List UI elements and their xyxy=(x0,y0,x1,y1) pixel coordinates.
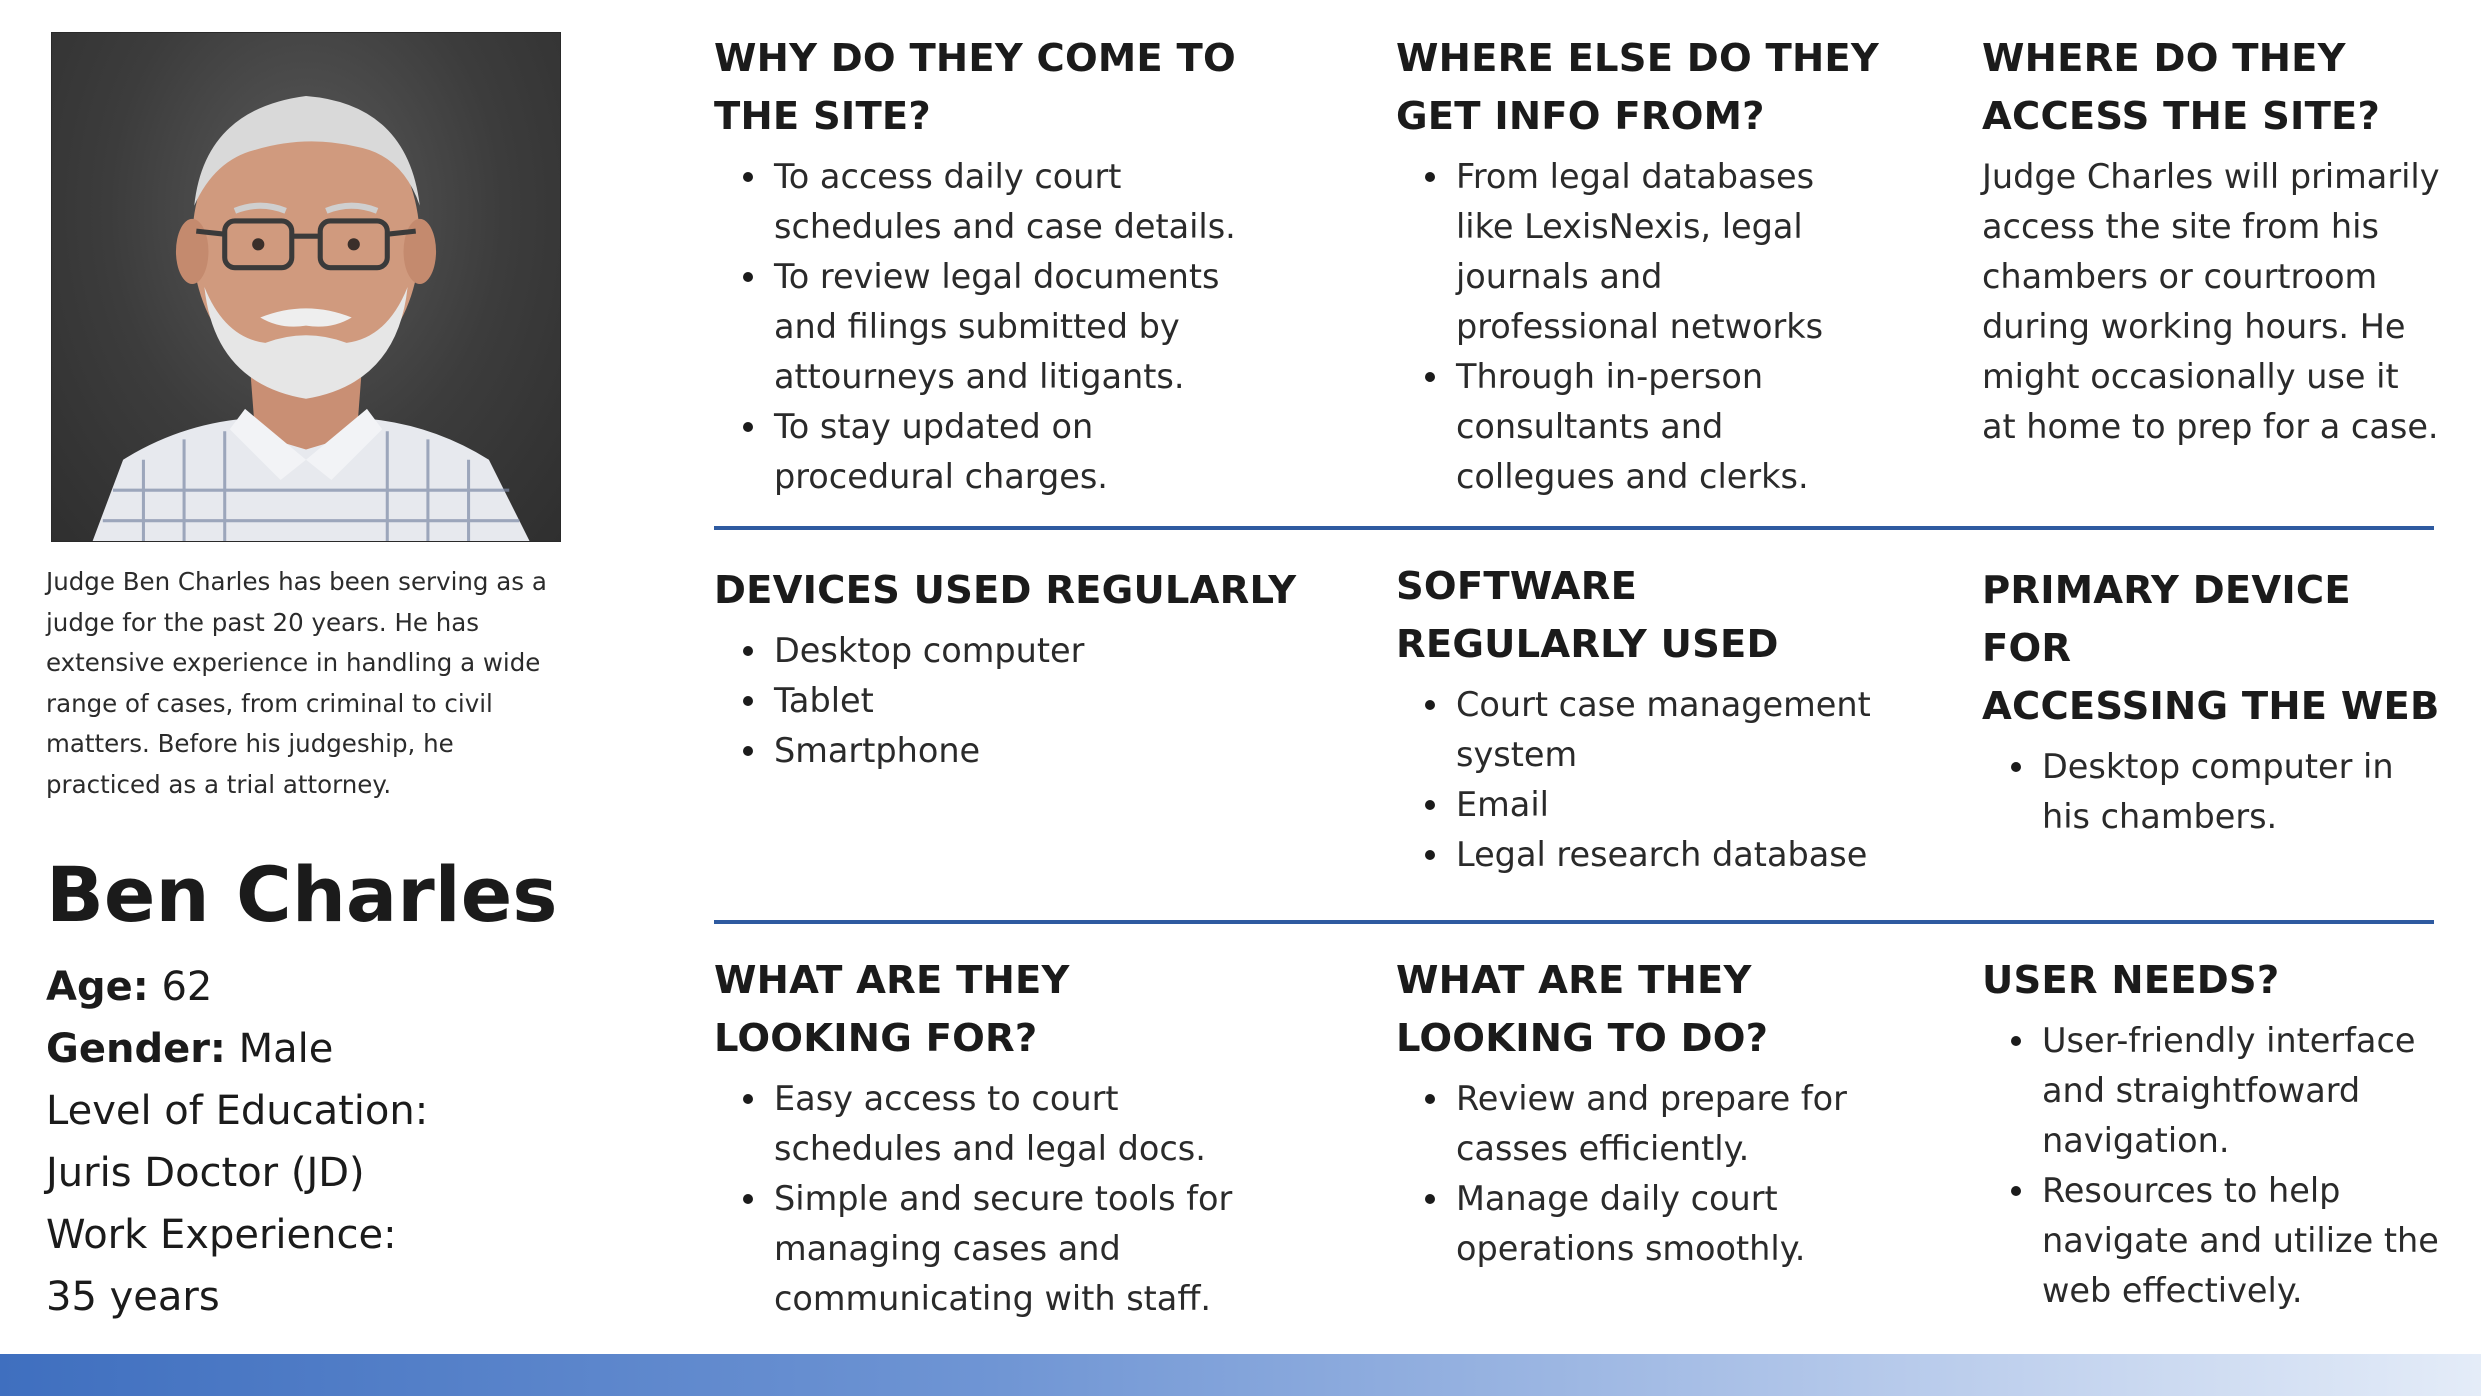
title-line: LOOKING FOR? xyxy=(714,1016,1038,1061)
section-title xyxy=(714,562,1354,620)
bullet-list xyxy=(714,1074,1334,1324)
list-item: Through in-person consultants and collegues and clerks. xyxy=(1396,352,1856,502)
list-item: From legal databases like LexisNexis, legal journals and professional networks xyxy=(1396,152,1856,352)
section-title xyxy=(714,952,1334,1068)
list-item: Review and prepare for casses efficiently. xyxy=(1396,1074,1886,1174)
age-value: 62 xyxy=(161,964,213,1010)
list-item: Court case management system xyxy=(1396,680,1886,780)
title-line: WHY DO THEY COME TO xyxy=(714,36,1236,81)
section-where-access xyxy=(1982,30,2442,452)
list-item: Manage daily court operations smoothly. xyxy=(1396,1174,1886,1274)
gender-value: Male xyxy=(238,1026,334,1072)
title-line: WHAT ARE THEY xyxy=(1396,958,1752,1003)
footer-gradient-bar xyxy=(0,1354,2481,1396)
age-row xyxy=(46,956,666,1018)
title-line: GET INFO FROM? xyxy=(1396,94,1765,139)
section-devices xyxy=(714,562,1354,776)
section-body: Judge Charles will primarily access the site from his chambers or courtroom during working hours. He might occasionally use it at home to prep for a case. xyxy=(1982,157,2440,446)
persona-facts xyxy=(46,956,666,1328)
section-why-come xyxy=(714,30,1334,502)
experience-value: 35 years xyxy=(46,1274,220,1320)
section-where-else xyxy=(1396,30,1896,502)
title-line: WHERE ELSE DO THEY xyxy=(1396,36,1879,81)
education-value: Juris Doctor (JD) xyxy=(46,1150,365,1196)
bullet-list xyxy=(1396,1074,1896,1274)
title-line: ACCESS THE SITE? xyxy=(1982,94,2381,139)
list-item: Smartphone xyxy=(714,726,1354,776)
list-item: Desktop computer in his chambers. xyxy=(1982,742,2412,842)
section-title xyxy=(714,30,1334,146)
section-software xyxy=(1396,558,1896,880)
list-item: Resources to help navigate and utilize the web effectively. xyxy=(1982,1166,2442,1316)
bullet-list xyxy=(1982,1016,2452,1316)
list-item: To access daily court schedules and case details. xyxy=(714,152,1274,252)
section-user-needs xyxy=(1982,952,2452,1316)
gender-label: Gender: xyxy=(46,1026,226,1072)
bullet-list xyxy=(1982,742,2452,842)
divider-line xyxy=(714,526,2434,530)
age-label: Age: xyxy=(46,964,149,1010)
divider-line xyxy=(714,920,2434,924)
section-title xyxy=(1982,952,2452,1010)
bullet-list xyxy=(714,626,1354,776)
list-item: Desktop computer xyxy=(714,626,1354,676)
list-item: User-friendly interface and straightfoward navigation. xyxy=(1982,1016,2442,1166)
section-primary-device xyxy=(1982,562,2452,842)
list-item: To review legal documents and filings submitted by attourneys and litigants. xyxy=(714,252,1274,402)
title-line: LOOKING TO DO? xyxy=(1396,1016,1769,1061)
title-line: ACCESSING THE WEB xyxy=(1982,684,2440,729)
title-line: WHAT ARE THEY xyxy=(714,958,1070,1003)
list-item: Easy access to court schedules and legal docs. xyxy=(714,1074,1294,1174)
bullet-list xyxy=(1396,680,1896,880)
list-item: Legal research database xyxy=(1396,830,1886,880)
list-item: To stay updated on procedural charges. xyxy=(714,402,1274,502)
title-line: DEVICES USED REGULARLY xyxy=(714,568,1297,613)
section-looking-to-do xyxy=(1396,952,1896,1274)
title-line: USER NEEDS? xyxy=(1982,958,2280,1003)
education-label: Level of Education: xyxy=(46,1088,429,1134)
title-line: THE SITE? xyxy=(714,94,931,139)
portrait-icon xyxy=(52,33,560,541)
experience-label: Work Experience: xyxy=(46,1212,397,1258)
section-title xyxy=(1982,562,2452,736)
list-item: Tablet xyxy=(714,676,1354,726)
bullet-list xyxy=(714,152,1334,502)
section-title xyxy=(1396,558,1896,674)
title-line: SOFTWARE xyxy=(1396,564,1638,609)
persona-bio: Judge Ben Charles has been serving as a judge for the past 20 years. He has extensive experience in handling a wide range of cases, from criminal to civil matters. Before his judgeship, he practiced as a trial attorney. xyxy=(46,567,547,799)
persona-name: Ben Charles xyxy=(46,850,558,939)
section-title xyxy=(1982,30,2442,146)
title-line: PRIMARY DEVICE FOR xyxy=(1982,568,2351,671)
list-item: Email xyxy=(1396,780,1886,830)
title-line: REGULARLY USED xyxy=(1396,622,1779,667)
list-item: Simple and secure tools for managing cases and communicating with staff. xyxy=(714,1174,1294,1324)
section-looking-for xyxy=(714,952,1334,1324)
section-title xyxy=(1396,30,1896,146)
title-line: WHERE DO THEY xyxy=(1982,36,2346,81)
section-title xyxy=(1396,952,1896,1068)
portrait-photo xyxy=(51,32,561,542)
bullet-list xyxy=(1396,152,1896,502)
gender-row xyxy=(46,1018,666,1080)
